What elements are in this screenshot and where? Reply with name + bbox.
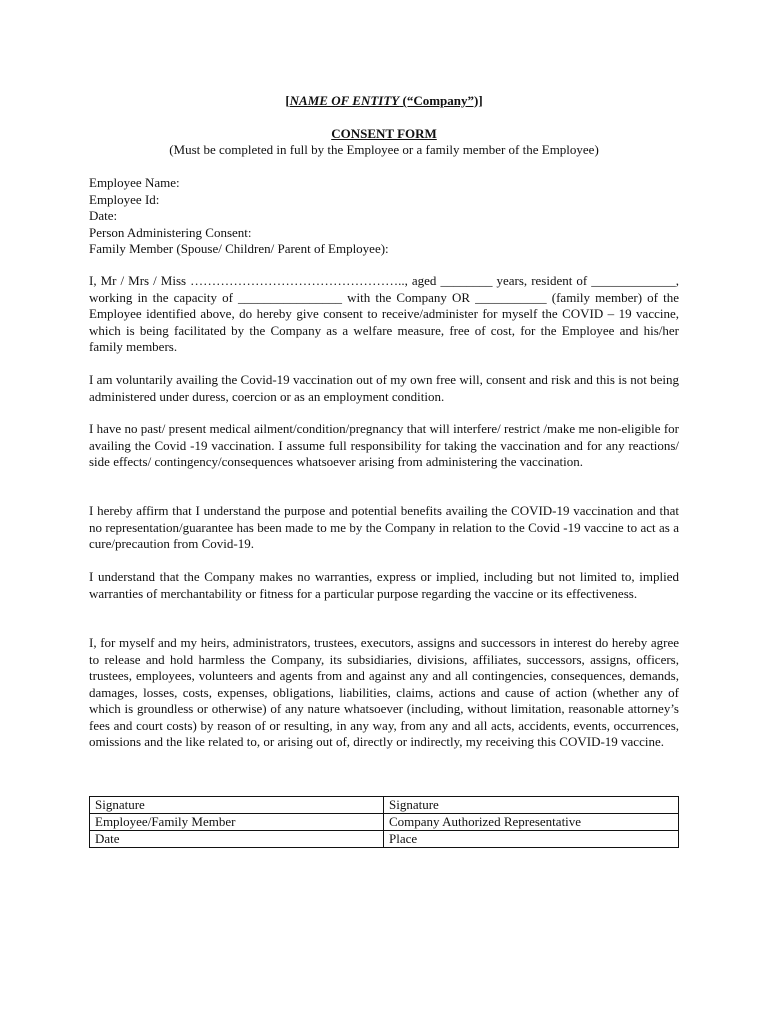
family-member-label: Family Member (Spouse/ Children/ Parent of Employee):: [89, 241, 389, 256]
company-signature-cell: Signature: [384, 797, 679, 814]
employee-id-label: Employee Id:: [89, 191, 160, 207]
employee-details: [89, 175, 679, 258]
form-subtitle: (Must be completed in full by the Employee or a family member of the Employee): [169, 142, 599, 157]
employee-name-label: Employee Name:: [89, 175, 180, 190]
consent-paragraph: I, Mr / Mrs / Miss ………………………………………….., aged ________ years, resident of _____________, working in the capacity of ________________ with the Company OR ___________ (family member) of the Employee identified above, do hereby give consent to receive/administer for myself the COVID – 19 vaccine, which is being facilitated by the Company as a welfare measure, free of cost, for the Employee and his/her family members.: [89, 273, 679, 354]
entity-company-label: (“Company”)]: [399, 93, 483, 108]
entity-title: [89, 93, 679, 110]
release-paragraph: I, for myself and my heirs, administrators, trustees, executors, assigns and successors in interest do hereby agree to release and hold harmless the Company, its subsidiaries, divisions, affiliates, successors, assigns, officers, trustees, employees, volunteers and agents from and against any and all contingencies, consequences, demands, damages, losses, costs, expenses, obligations, liabilities, claims, actions and cause of action (whether any of which is groundless or otherwise) of any nature whatsoever (including, without limitation, reasonable attorney’s fees and court costs) by reason of or resulting, in any way, from any and all acts, accidents, events, occurrences, omissions and the like related to, or arising out of, directly or indirectly, my receiving this COVID-19 vaccine.: [89, 635, 679, 749]
company-representative-cell: Company Authorized Representative: [384, 814, 679, 831]
affirmation-paragraph: I hereby affirm that I understand the purpose and potential benefits availing the COVID-19 vaccination and that no representation/guarantee has been made to me by the Company in relation to the Covid -19 vaccine to act as a cure/precaution from Covid-19.: [89, 503, 679, 551]
table-row: [90, 814, 679, 831]
form-title: CONSENT FORM: [331, 126, 437, 141]
place-cell: Place: [384, 831, 679, 848]
person-administering-label: Person Administering Consent:: [89, 224, 252, 240]
entity-name: NAME OF ENTITY: [289, 93, 400, 108]
date-label: Date:: [89, 208, 118, 223]
table-row: [90, 831, 679, 848]
employee-family-member-cell: Employee/Family Member: [90, 814, 384, 831]
medical-paragraph: I have no past/ present medical ailment/condition/pregnancy that will interfere/ restrict /make me non-eligible for availing the Covid -19 vaccination. I assume full responsibility for taking the vaccination and for any reactions/ side effects/ contingency/consequences whatsoever arising from administering the vaccination.: [89, 421, 679, 469]
date-cell: Date: [90, 831, 384, 848]
warranty-paragraph: I understand that the Company makes no warranties, express or implied, including but not limited to, implied warranties of merchantability or fitness for a particular purpose regarding the vaccine or its effectiveness.: [89, 569, 679, 601]
employee-signature-cell: Signature: [90, 797, 384, 814]
entity-bracket: [: [285, 93, 290, 108]
table-row: [90, 797, 679, 814]
signature-table: [89, 796, 679, 848]
voluntary-paragraph: I am voluntarily availing the Covid-19 vaccination out of my own free will, consent and risk and this is not being administered under duress, coercion or as an employment condition.: [89, 372, 679, 404]
